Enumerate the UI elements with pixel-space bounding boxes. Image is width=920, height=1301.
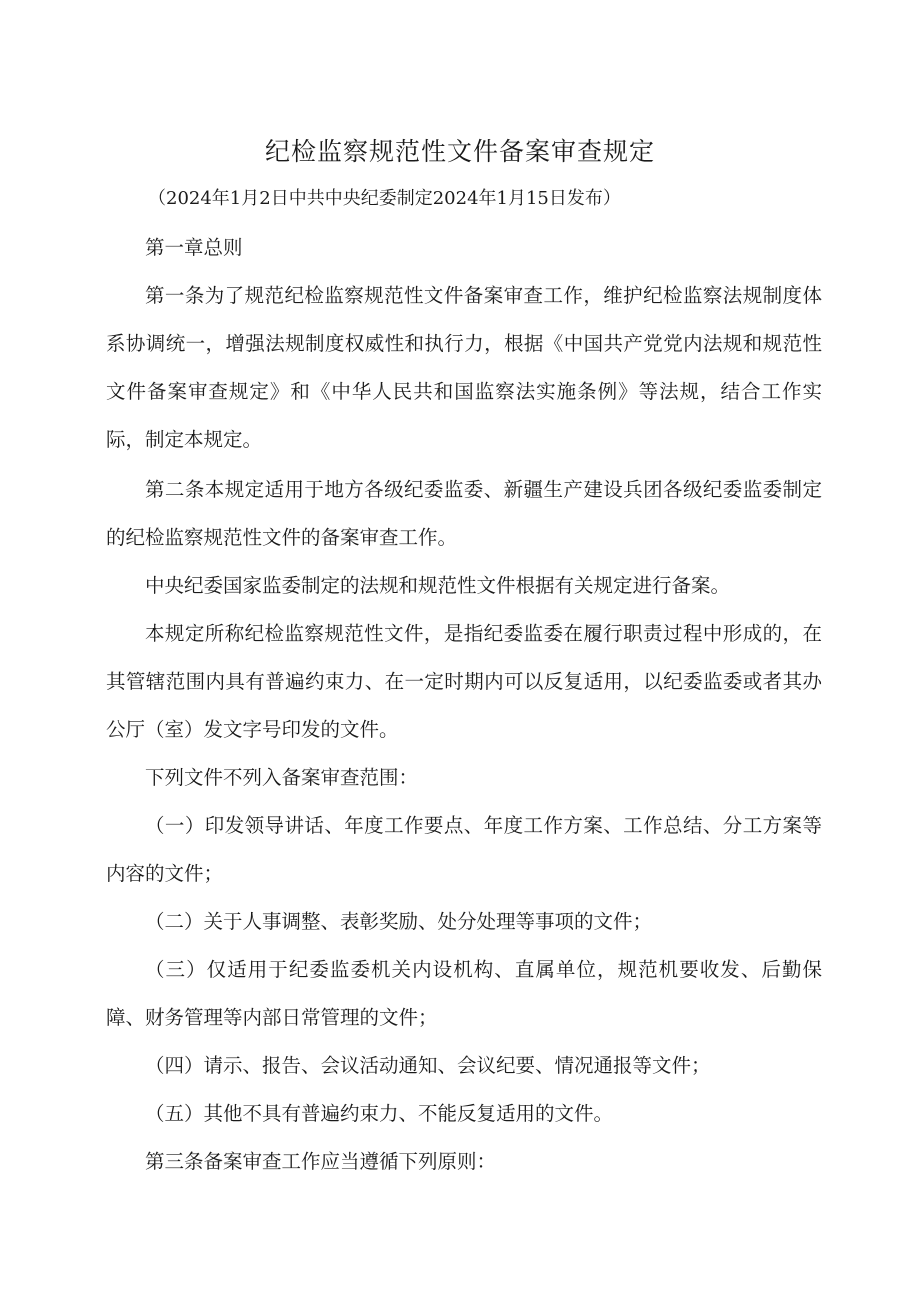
paragraph-definition: 本规定所称纪检监察规范性文件，是指纪委监委在履行职责过程中形成的，在其管辖范围内具有普遍约束力、在一定时期内可以反复适用，以纪委监委或者其办公厅（室）发文字号印发的文件。 <box>106 622 822 741</box>
list-item-5: （五）其他不具有普遍约束力、不能反复适用的文件。 <box>145 1102 614 1125</box>
list-item-3: （三）仅适用于纪委监委机关内设机构、直属单位，规范机要收发、后勤保障、财务管理等内部日常管理的文件； <box>106 958 822 1029</box>
chapter-heading: 第一章总则 <box>145 236 243 259</box>
paragraph-exclusions-intro: 下列文件不列入备案审查范围： <box>145 766 419 789</box>
article-3: 第三条备案审查工作应当遵循下列原则： <box>145 1150 497 1173</box>
document-subtitle: （2024年1月2日中共中央纪委制定2024年1月15日发布） <box>148 188 621 209</box>
paragraph-central-filing: 中央纪委国家监委制定的法规和规范性文件根据有关规定进行备案。 <box>145 574 731 597</box>
list-item-4: （四）请示、报告、会议活动通知、会议纪要、情况通报等文件； <box>145 1054 711 1077</box>
document-title: 纪检监察规范性文件备案审查规定 <box>264 137 655 166</box>
article-1: 第一条为了规范纪检监察规范性文件备案审查工作，维护纪检监察法规制度体系协调统一，增强法规制度权威性和执行力，根据《中国共产党党内法规和规范性文件备案审查规定》和《中华人民共和国监察法实施条例》等法规，结合工作实际，制定本规定。 <box>106 284 822 451</box>
article-2: 第二条本规定适用于地方各级纪委监委、新疆生产建设兵团各级纪委监委制定的纪检监察规范性文件的备案审查工作。 <box>106 478 822 549</box>
list-item-2: （二）关于人事调整、表彰奖励、处分处理等事项的文件； <box>145 910 653 933</box>
list-item-1: （一）印发领导讲话、年度工作要点、年度工作方案、工作总结、分工方案等内容的文件； <box>106 814 822 885</box>
